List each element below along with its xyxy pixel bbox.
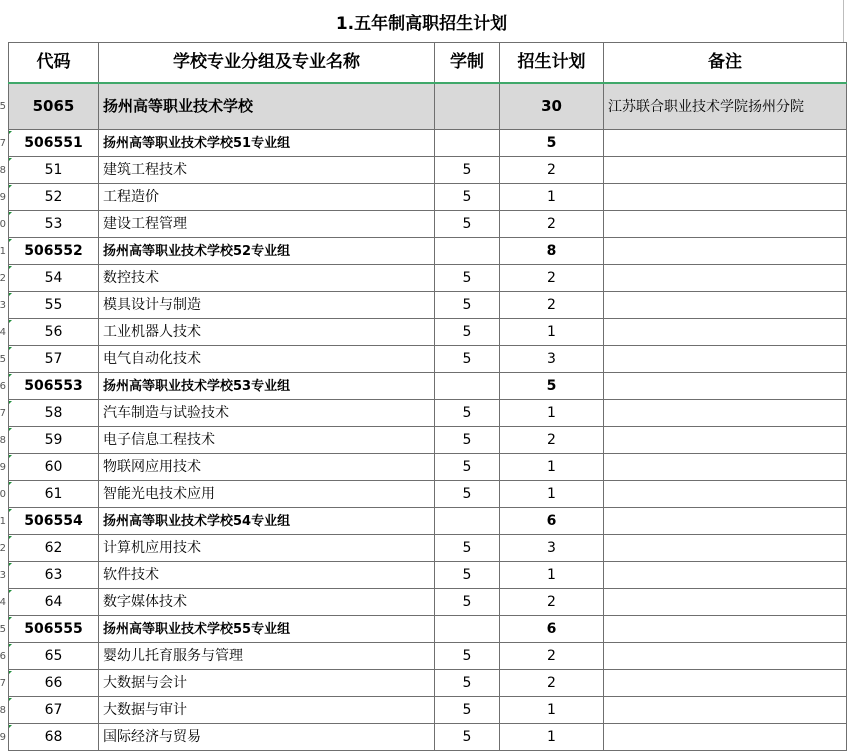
header-duration[interactable]: 学制 bbox=[435, 43, 500, 84]
cell-name[interactable]: 国际经济与贸易 bbox=[99, 724, 435, 751]
cell-quota[interactable]: 2 bbox=[500, 265, 604, 292]
cell-code[interactable]: 506554 bbox=[9, 508, 99, 535]
cell-name[interactable]: 工业机器人技术 bbox=[99, 319, 435, 346]
cell-duration[interactable]: 5 bbox=[435, 589, 500, 616]
group-row bbox=[9, 616, 847, 643]
cell-quota[interactable]: 3 bbox=[500, 346, 604, 373]
major-row bbox=[9, 697, 847, 724]
cell-code[interactable]: 56 bbox=[9, 319, 99, 346]
cell-quota[interactable]: 1 bbox=[500, 697, 604, 724]
group-row bbox=[9, 373, 847, 400]
cell-code[interactable]: 506551 bbox=[9, 130, 99, 157]
cell-duration[interactable]: 5 bbox=[435, 670, 500, 697]
cell-code[interactable]: 63 bbox=[9, 562, 99, 589]
cell-code[interactable]: 62 bbox=[9, 535, 99, 562]
cell-note[interactable] bbox=[604, 130, 847, 157]
cell-name[interactable]: 扬州高等职业技术学校55专业组 bbox=[99, 616, 435, 643]
cell-note[interactable] bbox=[604, 535, 847, 562]
row-number[interactable]: 2 bbox=[0, 542, 6, 554]
cell-duration[interactable]: 5 bbox=[435, 400, 500, 427]
cell-note[interactable] bbox=[604, 319, 847, 346]
major-row bbox=[9, 670, 847, 697]
cell-duration[interactable]: 5 bbox=[435, 724, 500, 751]
cell-quota[interactable]: 1 bbox=[500, 184, 604, 211]
cell-code[interactable]: 60 bbox=[9, 454, 99, 481]
cell-code[interactable]: 51 bbox=[9, 157, 99, 184]
cell-note[interactable] bbox=[604, 373, 847, 400]
cell-note[interactable] bbox=[604, 616, 847, 643]
major-row bbox=[9, 643, 847, 670]
cell-duration[interactable]: 5 bbox=[435, 157, 500, 184]
cell-duration[interactable]: 5 bbox=[435, 562, 500, 589]
cell-duration[interactable]: 5 bbox=[435, 481, 500, 508]
row-number[interactable]: 2 bbox=[0, 272, 6, 284]
row-number[interactable]: 3 bbox=[0, 299, 6, 311]
cell-quota[interactable]: 8 bbox=[500, 238, 604, 265]
row-number[interactable]: 6 bbox=[0, 650, 6, 662]
cell-name[interactable]: 计算机应用技术 bbox=[99, 535, 435, 562]
cell-duration[interactable] bbox=[435, 83, 500, 130]
cell-code[interactable]: 506555 bbox=[9, 616, 99, 643]
group-row bbox=[9, 238, 847, 265]
cell-name[interactable]: 工程造价 bbox=[99, 184, 435, 211]
row-number[interactable]: 0 bbox=[0, 488, 6, 500]
cell-code[interactable]: 64 bbox=[9, 589, 99, 616]
row-number[interactable]: 4 bbox=[0, 326, 6, 338]
cell-duration[interactable] bbox=[435, 238, 500, 265]
cell-quota[interactable]: 2 bbox=[500, 589, 604, 616]
cell-note[interactable] bbox=[604, 481, 847, 508]
header-row bbox=[9, 43, 847, 84]
cell-quota[interactable]: 5 bbox=[500, 130, 604, 157]
major-row bbox=[9, 319, 847, 346]
cell-name[interactable]: 扬州高等职业技术学校54专业组 bbox=[99, 508, 435, 535]
group-row bbox=[9, 508, 847, 535]
cell-duration[interactable]: 5 bbox=[435, 211, 500, 238]
cell-note[interactable] bbox=[604, 454, 847, 481]
cell-name[interactable]: 电气自动化技术 bbox=[99, 346, 435, 373]
major-row bbox=[9, 346, 847, 373]
row-number[interactable]: 7 bbox=[0, 407, 6, 419]
major-row bbox=[9, 454, 847, 481]
major-row bbox=[9, 589, 847, 616]
row-number[interactable]: 8 bbox=[0, 434, 6, 446]
cell-name[interactable]: 软件技术 bbox=[99, 562, 435, 589]
row-number[interactable]: 0 bbox=[0, 218, 6, 230]
cell-quota[interactable]: 2 bbox=[500, 643, 604, 670]
cell-note[interactable]: 江苏联合职业技术学院扬州分院 bbox=[604, 83, 847, 130]
cell-duration[interactable]: 5 bbox=[435, 292, 500, 319]
cell-code[interactable]: 65 bbox=[9, 643, 99, 670]
cell-duration[interactable]: 5 bbox=[435, 184, 500, 211]
cell-note[interactable] bbox=[604, 238, 847, 265]
header-name[interactable]: 学校专业分组及专业名称 bbox=[99, 43, 435, 84]
row-number[interactable]: 8 bbox=[0, 164, 6, 176]
cell-note[interactable] bbox=[604, 427, 847, 454]
cell-quota[interactable]: 30 bbox=[500, 83, 604, 130]
cell-duration[interactable]: 5 bbox=[435, 643, 500, 670]
cell-code[interactable]: 55 bbox=[9, 292, 99, 319]
row-number[interactable]: 4 bbox=[0, 596, 6, 608]
row-number[interactable]: 3 bbox=[0, 569, 6, 581]
cell-name[interactable]: 扬州高等职业技术学校52专业组 bbox=[99, 238, 435, 265]
row-number[interactable]: 7 bbox=[0, 137, 6, 149]
cell-code[interactable]: 5065 bbox=[9, 83, 99, 130]
cell-duration[interactable] bbox=[435, 130, 500, 157]
major-row bbox=[9, 184, 847, 211]
major-row bbox=[9, 481, 847, 508]
cell-code[interactable]: 506552 bbox=[9, 238, 99, 265]
cell-code[interactable]: 68 bbox=[9, 724, 99, 751]
cell-duration[interactable] bbox=[435, 373, 500, 400]
cell-quota[interactable]: 1 bbox=[500, 724, 604, 751]
major-row bbox=[9, 211, 847, 238]
cell-code[interactable]: 57 bbox=[9, 346, 99, 373]
enrollment-plan-table bbox=[8, 42, 847, 751]
cell-quota[interactable]: 1 bbox=[500, 481, 604, 508]
cell-code[interactable]: 59 bbox=[9, 427, 99, 454]
cell-quota[interactable]: 2 bbox=[500, 157, 604, 184]
cell-duration[interactable]: 5 bbox=[435, 697, 500, 724]
major-row bbox=[9, 265, 847, 292]
header-quota[interactable]: 招生计划 bbox=[500, 43, 604, 84]
cell-note[interactable] bbox=[604, 697, 847, 724]
cell-duration[interactable]: 5 bbox=[435, 535, 500, 562]
cell-code[interactable]: 67 bbox=[9, 697, 99, 724]
cell-code[interactable]: 54 bbox=[9, 265, 99, 292]
row-number[interactable]: 1 bbox=[0, 515, 6, 527]
cell-name[interactable]: 电子信息工程技术 bbox=[99, 427, 435, 454]
cell-note[interactable] bbox=[604, 589, 847, 616]
cell-duration[interactable]: 5 bbox=[435, 346, 500, 373]
cell-note[interactable] bbox=[604, 724, 847, 751]
cell-quota[interactable]: 5 bbox=[500, 373, 604, 400]
group-row bbox=[9, 130, 847, 157]
cell-name[interactable]: 汽车制造与试验技术 bbox=[99, 400, 435, 427]
row-number[interactable]: 7 bbox=[0, 677, 6, 689]
major-row bbox=[9, 427, 847, 454]
header-code[interactable]: 代码 bbox=[9, 43, 99, 84]
major-row bbox=[9, 562, 847, 589]
cell-code[interactable]: 53 bbox=[9, 211, 99, 238]
cell-duration[interactable]: 5 bbox=[435, 319, 500, 346]
row-number[interactable]: 5 bbox=[0, 353, 6, 365]
cell-code[interactable]: 66 bbox=[9, 670, 99, 697]
cell-name[interactable]: 大数据与审计 bbox=[99, 697, 435, 724]
major-row bbox=[9, 724, 847, 751]
cell-name[interactable]: 扬州高等职业技术学校51专业组 bbox=[99, 130, 435, 157]
cell-quota[interactable]: 6 bbox=[500, 616, 604, 643]
cell-note[interactable] bbox=[604, 346, 847, 373]
cell-name[interactable]: 物联网应用技术 bbox=[99, 454, 435, 481]
row-number[interactable]: 1 bbox=[0, 245, 6, 257]
cell-code[interactable]: 58 bbox=[9, 400, 99, 427]
cell-name[interactable]: 扬州高等职业技术学校 bbox=[99, 83, 435, 130]
row-number[interactable]: 6 bbox=[0, 380, 6, 392]
cell-name[interactable]: 数字媒体技术 bbox=[99, 589, 435, 616]
cell-quota[interactable]: 1 bbox=[500, 562, 604, 589]
cell-name[interactable]: 数控技术 bbox=[99, 265, 435, 292]
cell-quota[interactable]: 2 bbox=[500, 292, 604, 319]
major-row bbox=[9, 157, 847, 184]
row-number[interactable]: 9 bbox=[0, 191, 6, 203]
cell-note[interactable] bbox=[604, 265, 847, 292]
cell-note[interactable] bbox=[604, 157, 847, 184]
cell-name[interactable]: 建筑工程技术 bbox=[99, 157, 435, 184]
major-row bbox=[9, 400, 847, 427]
cell-quota[interactable]: 6 bbox=[500, 508, 604, 535]
cell-quota[interactable]: 1 bbox=[500, 454, 604, 481]
cell-code[interactable]: 61 bbox=[9, 481, 99, 508]
cell-quota[interactable]: 2 bbox=[500, 211, 604, 238]
cell-quota[interactable]: 1 bbox=[500, 400, 604, 427]
major-row bbox=[9, 535, 847, 562]
cell-quota[interactable]: 2 bbox=[500, 427, 604, 454]
cell-name[interactable]: 婴幼儿托育服务与管理 bbox=[99, 643, 435, 670]
cell-note[interactable] bbox=[604, 400, 847, 427]
cell-note[interactable] bbox=[604, 670, 847, 697]
cell-duration[interactable]: 5 bbox=[435, 265, 500, 292]
row-number-gutter bbox=[0, 84, 8, 753]
cell-name[interactable]: 模具设计与制造 bbox=[99, 292, 435, 319]
cell-note[interactable] bbox=[604, 562, 847, 589]
cell-duration[interactable]: 5 bbox=[435, 427, 500, 454]
sheet-title[interactable]: 1.五年制高职招生计划 bbox=[0, 0, 844, 42]
row-number[interactable]: 5 bbox=[0, 623, 6, 635]
cell-name[interactable]: 扬州高等职业技术学校53专业组 bbox=[99, 373, 435, 400]
cell-name[interactable]: 智能光电技术应用 bbox=[99, 481, 435, 508]
cell-duration[interactable]: 5 bbox=[435, 454, 500, 481]
row-number[interactable]: 9 bbox=[0, 461, 6, 473]
cell-note[interactable] bbox=[604, 211, 847, 238]
row-number[interactable]: 9 bbox=[0, 731, 6, 743]
cell-note[interactable] bbox=[604, 184, 847, 211]
cell-name[interactable]: 大数据与会计 bbox=[99, 670, 435, 697]
major-row bbox=[9, 292, 847, 319]
school-row bbox=[9, 83, 847, 130]
cell-note[interactable] bbox=[604, 508, 847, 535]
header-note[interactable]: 备注 bbox=[604, 43, 847, 84]
cell-code[interactable]: 506553 bbox=[9, 373, 99, 400]
cell-duration[interactable] bbox=[435, 616, 500, 643]
cell-quota[interactable]: 3 bbox=[500, 535, 604, 562]
cell-note[interactable] bbox=[604, 643, 847, 670]
cell-note[interactable] bbox=[604, 292, 847, 319]
row-number[interactable]: 8 bbox=[0, 704, 6, 716]
cell-quota[interactable]: 1 bbox=[500, 319, 604, 346]
cell-duration[interactable] bbox=[435, 508, 500, 535]
row-number[interactable]: 5 bbox=[0, 101, 6, 112]
cell-name[interactable]: 建设工程管理 bbox=[99, 211, 435, 238]
cell-quota[interactable]: 2 bbox=[500, 670, 604, 697]
cell-code[interactable]: 52 bbox=[9, 184, 99, 211]
